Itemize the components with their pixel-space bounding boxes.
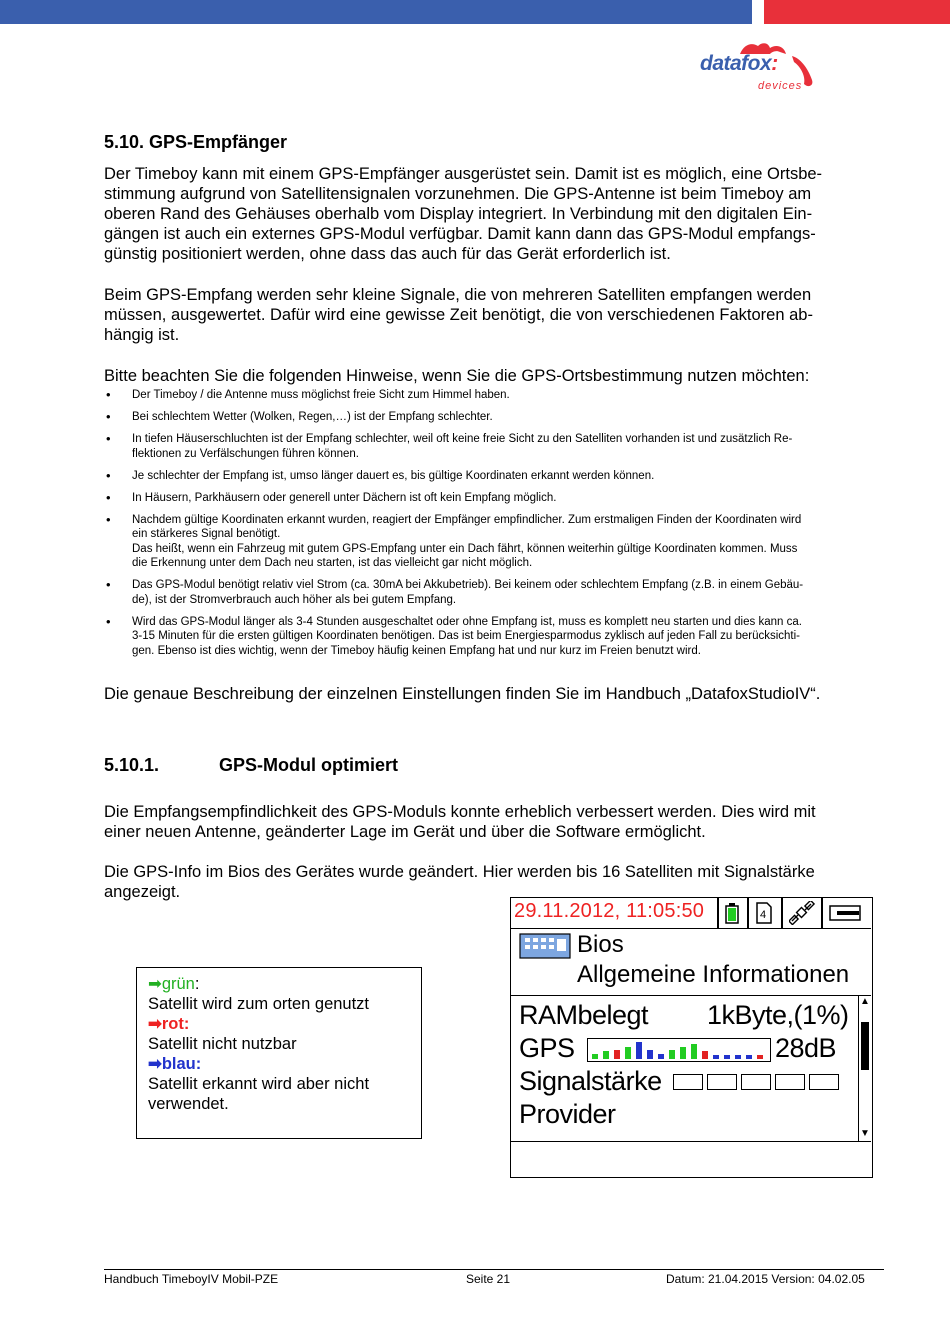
text-line: gängen ist auch ein externes GPS-Modul verfügbar. Damit kann dann das GPS-Modul empfangs-: [104, 225, 816, 243]
device-info-panel: [511, 996, 871, 1142]
legend-red-desc: Satellit nicht nutzbar: [148, 1035, 297, 1053]
text-line: Der Timeboy kann mit einem GPS-Empfänger ausgerüstet sein. Damit ist es möglich, eine Ortsbe-: [104, 165, 823, 183]
hint-text: ein stärkeres Signal benötigt.: [132, 528, 281, 540]
hint-text: 3-15 Minuten für die ersten gültigen Koordinaten benötigen. Das ist beim Energiesparmodus zyklisch auf jeden Fall zu berücksichti-: [132, 630, 800, 642]
satellite-bar: [658, 1054, 664, 1059]
hint-item: [104, 491, 884, 506]
hint-list: [104, 388, 884, 666]
satellite-bar: [592, 1054, 598, 1059]
scroll-up-icon[interactable]: ▲: [860, 996, 870, 1007]
satellite-bar: [702, 1051, 708, 1059]
hint-item: [104, 578, 884, 607]
divider: [821, 898, 823, 928]
hint-text: • Der Timeboy / die Antenne muss möglichst freie Sicht zum Himmel haben.: [132, 389, 510, 401]
legend-green: [148, 974, 421, 994]
hint-item: [104, 432, 884, 461]
battery-icon: [725, 903, 739, 924]
satellite-bar: [669, 1050, 675, 1059]
hint-text: • Bei schlechtem Wetter (Wolken, Regen,…) ist der Empfang schlechter.: [132, 411, 493, 423]
legend-blue: [148, 1054, 421, 1074]
legend-red-label: rot:: [161, 1015, 190, 1033]
footer-divider: [104, 1269, 884, 1270]
header-bar-blue: [0, 0, 752, 24]
hint-text: de), ist der Stromverbrauch auch höher als bei gutem Empfang.: [132, 593, 457, 606]
hint-text: • Nachdem gültige Koordinaten erkannt wurden, reagiert der Empfänger empfindlicher. Zum erstmaligen Finden der Koordinaten wird: [132, 513, 802, 526]
legend-blue-label: blau:: [161, 1055, 202, 1073]
hint-item: [104, 410, 884, 425]
hint-text: • Das GPS-Modul benötigt relativ viel Strom (ca. 30mA bei Akkubetrieb). Bei keinem oder schlechtem Empfang (z.B. in einem Gebäu-: [132, 579, 804, 591]
text-line: einer neuen Antenne, geänderter Lage im Gerät und über die Software ermöglicht.: [104, 823, 706, 841]
satellite-signal-bars: [587, 1038, 771, 1062]
satellite-bar: [746, 1055, 752, 1059]
section-paragraph-3: Bitte beachten Sie die folgenden Hinweise, wenn Sie die GPS-Ortsbestimmung nutzen möchten:: [104, 367, 810, 385]
subsection-title: GPS-Modul optimiert: [219, 755, 398, 775]
hint-item: [104, 469, 884, 484]
satellite-bar: [647, 1050, 653, 1059]
section-paragraph-2: [104, 285, 894, 345]
arrow-right-icon: ➡: [148, 975, 162, 993]
satellite-bar: [636, 1042, 642, 1059]
signal-box: [707, 1074, 737, 1090]
hint-text: flektionen zu Verfälschungen führen können.: [132, 447, 359, 460]
signal-strength-boxes: [673, 1074, 843, 1092]
device-status-bar: [511, 898, 871, 929]
hint-item: [104, 513, 884, 571]
signal-box: [775, 1074, 805, 1090]
signal-box: [741, 1074, 771, 1090]
hint-text: • Wird das GPS-Modul länger als 3-4 Stunden ausgeschaltet oder ohne Empfang ist, muss es komplett neu starten und dies kann ca.: [132, 615, 802, 628]
datafox-logo: [700, 38, 820, 96]
divider: [781, 898, 783, 928]
device-screenshot: [510, 897, 873, 1178]
legend-blue-desc: verwendet.: [148, 1095, 229, 1113]
text-line: Die Empfangsempfindlichkeit des GPS-Moduls konnte erheblich verbessert werden. Dies wird mit: [104, 803, 816, 821]
text-line: oberen Rand des Gehäuses oberhalb vom Display integriert. In Verbindung mit den digitalen Ein-: [104, 205, 813, 223]
bios-chip-icon: [519, 933, 571, 959]
subsection-paragraph-2: [104, 862, 894, 902]
text-line: müssen, ausgewertet. Dafür wird eine gewisse Zeit benötigt, die von verschiedenen Faktoren ab-: [104, 306, 813, 324]
satellite-bar: [603, 1051, 609, 1059]
color-legend: [136, 967, 422, 1139]
text-line: stimmung aufgrund von Satellitensignalen vorzunehmen. Die GPS-Antenne ist beim Timeboy am: [104, 185, 812, 203]
header-bar-red: [764, 0, 950, 24]
scroll-down-icon[interactable]: ▼: [860, 1128, 870, 1139]
text-line: Beim GPS-Empfang werden sehr kleine Signale, die von mehreren Satelliten empfangen werden: [104, 286, 812, 304]
hint-text: • Je schlechter der Empfang ist, umso länger dauert es, bis gültige Koordinaten erkannt werden können.: [132, 469, 655, 482]
satellite-bar: [724, 1055, 730, 1059]
footer-title: Handbuch TimeboyIV Mobil-PZE: [104, 1272, 279, 1286]
satellite-bar: [757, 1055, 763, 1059]
scroll-thumb[interactable]: [861, 1022, 869, 1070]
device-subtitle: Allgemeine Informationen: [577, 961, 850, 988]
divider: [747, 898, 749, 928]
ram-value: 1kByte,(1%): [707, 1000, 849, 1030]
signal-box: [673, 1074, 703, 1090]
legend-green-label: grün: [161, 975, 195, 993]
sim-card-icon: [755, 902, 773, 924]
legend-colon: :: [194, 975, 200, 993]
device-title: Bios: [577, 931, 624, 958]
hint-text: • In tiefen Häuserschluchten ist der Empfang schlechter, weil oft keine freie Sicht zu den Satelliten vorhanden ist und zusätzlich Re-: [132, 433, 793, 445]
legend-green-desc: Satellit wird zum orten genutzt: [148, 995, 370, 1013]
device-title-bar: [511, 929, 871, 996]
arrow-right-icon: ➡: [148, 1015, 162, 1033]
section-paragraph-4: Die genaue Beschreibung der einzelnen Einstellungen finden Sie im Handbuch „DatafoxStudioIV“.: [104, 685, 821, 703]
hint-text: gen. Ebenso ist dies wichtig, wenn der Timeboy häufig keinen Empfang hat und nur kurz im Freien benutzt wird.: [132, 644, 701, 657]
hint-item: [104, 388, 884, 403]
section-heading: 5.10. GPS-Empfänger: [104, 132, 288, 152]
device-datetime: 29.11.2012, 11:05:50: [514, 900, 705, 922]
logo-subtext: devices: [758, 80, 803, 92]
signal-label: Signalstärke: [519, 1066, 662, 1096]
card-reader-icon: [829, 905, 863, 921]
satellite-bar: [614, 1050, 620, 1059]
legend-blue-desc: Satellit erkannt wird aber nicht: [148, 1075, 370, 1093]
satellite-bar: [680, 1047, 686, 1059]
legend-red: [148, 1014, 421, 1034]
signal-box: [809, 1074, 839, 1090]
logo-text: datafox:: [700, 52, 778, 75]
divider: [717, 898, 719, 928]
section-paragraph-1: [104, 164, 894, 264]
gps-value: 28dB: [775, 1033, 837, 1063]
satellite-bar: [735, 1055, 741, 1059]
text-line: hängig ist.: [104, 326, 180, 344]
provider-label: Provider: [519, 1099, 616, 1129]
ram-label: RAMbelegt: [519, 1000, 649, 1030]
text-line: günstig positioniert werden, ohne dass das auch für das Gerät erforderlich ist.: [104, 245, 671, 263]
hint-item: [104, 615, 884, 659]
text-line: Die GPS-Info im Bios des Gerätes wurde geändert. Hier werden bis 16 Satelliten mit Signalstärke: [104, 863, 815, 881]
svg-text:4: 4: [760, 909, 767, 921]
text-line: angezeigt.: [104, 883, 181, 901]
satellite-bar: [625, 1047, 631, 1059]
hint-text: die Erkennung unter dem Dach neu starten, ist das vielleicht gar nicht möglich.: [132, 557, 533, 569]
scrollbar[interactable]: [858, 996, 872, 1141]
hint-text: • In Häusern, Parkhäusern oder generell unter Dächern ist oft kein Empfang möglich.: [132, 491, 557, 504]
satellite-bar: [691, 1044, 697, 1059]
subsection-number: 5.10.1.: [104, 755, 160, 775]
subsection-paragraph-1: [104, 802, 894, 842]
footer-page: Seite 21: [466, 1272, 511, 1286]
satellite-icon: [789, 901, 815, 925]
arrow-right-icon: ➡: [148, 1055, 162, 1073]
hint-text: Das heißt, wenn ein Fahrzeug mit gutem GPS-Empfang unter ein Dach fährt, können weiterhin gültige Koordinaten kommen. Muss: [132, 542, 798, 555]
gps-label: GPS: [519, 1033, 575, 1063]
footer-date-version: Datum: 21.04.2015 Version: 04.02.05: [666, 1272, 865, 1286]
satellite-bar: [713, 1055, 719, 1059]
